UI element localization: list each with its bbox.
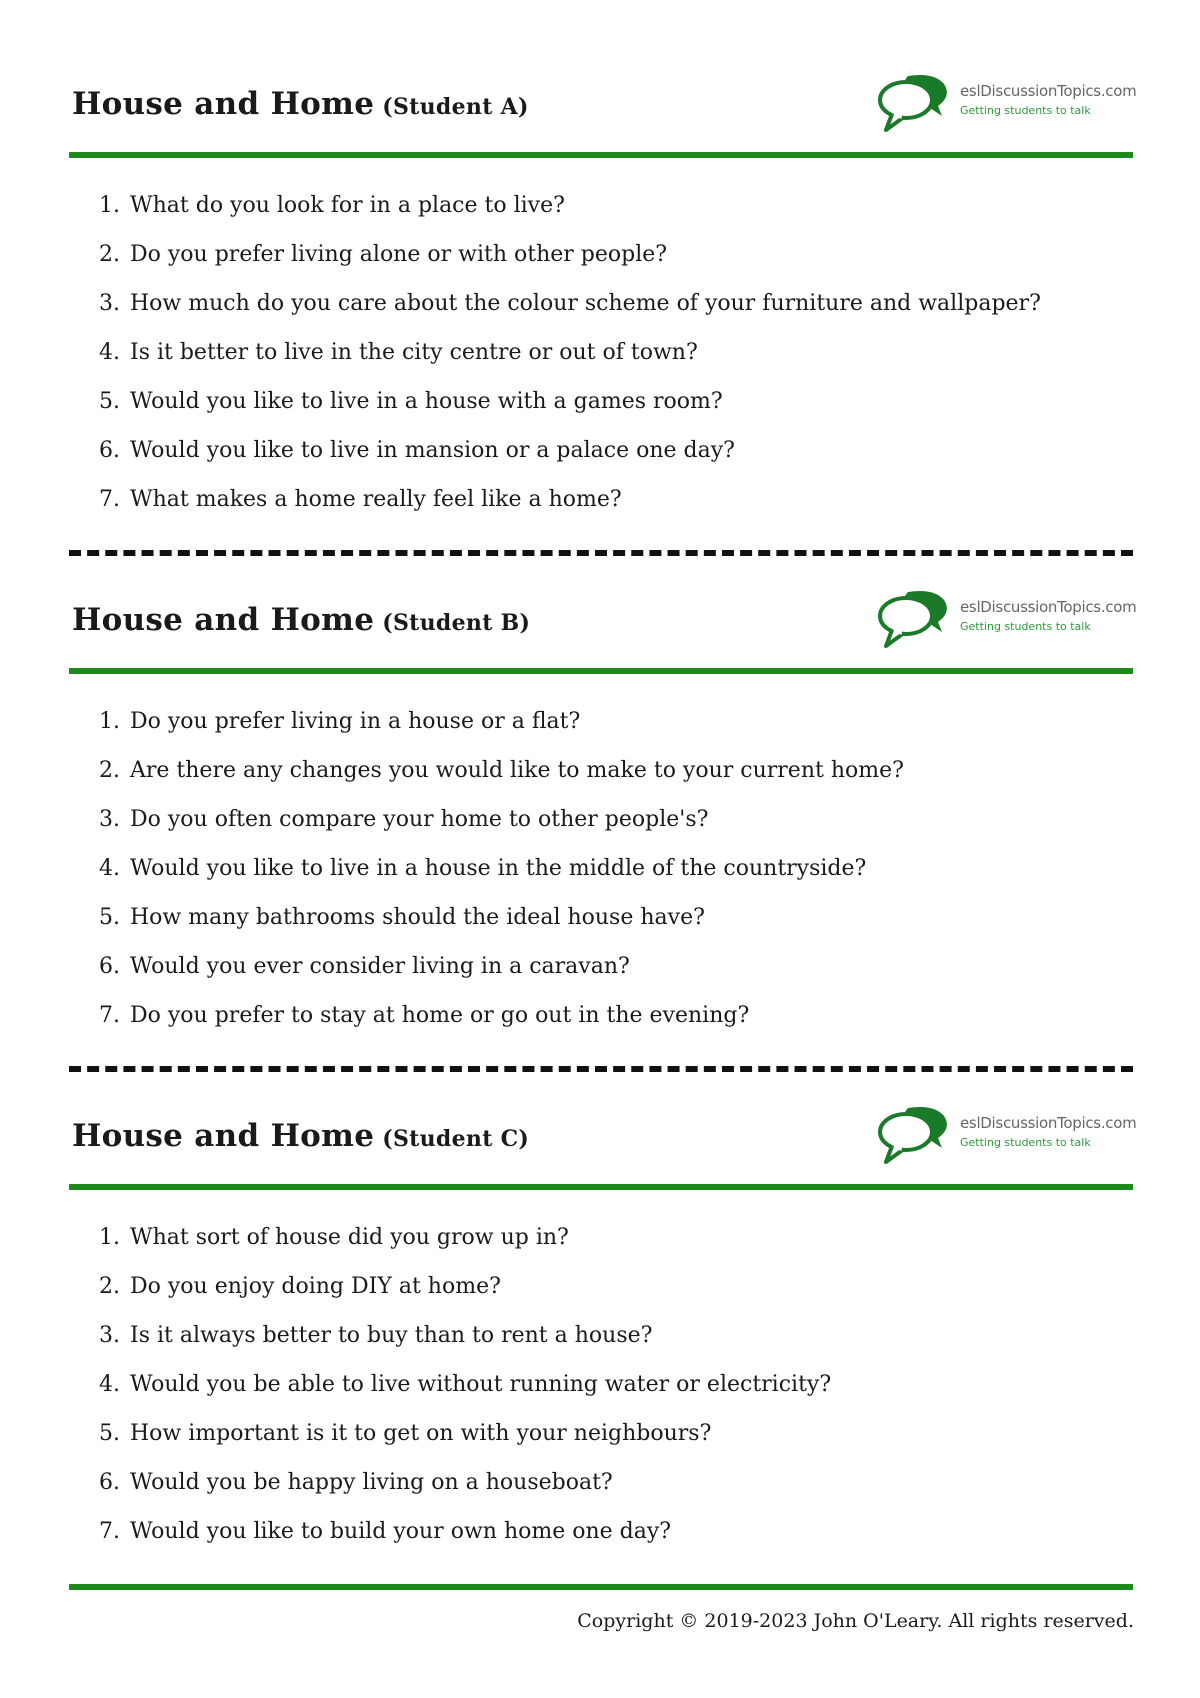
question-item: 5. Would you like to live in a house with a games room? bbox=[99, 389, 723, 414]
title-text: House and Home bbox=[72, 1118, 375, 1154]
logo-tagline: Getting students to talk bbox=[960, 620, 1091, 633]
footer-divider bbox=[69, 1584, 1133, 1590]
question-list bbox=[80, 186, 1041, 529]
question-item: 3. Do you often compare your home to other people's? bbox=[99, 807, 709, 832]
question-item: 7. Do you prefer to stay at home or go out in the evening? bbox=[99, 1003, 750, 1028]
logo-site-name: eslDiscussionTopics.com bbox=[960, 82, 1137, 100]
section-title bbox=[72, 86, 529, 122]
site-logo bbox=[876, 586, 1136, 652]
logo-site-name: eslDiscussionTopics.com bbox=[960, 598, 1137, 616]
section-title bbox=[72, 602, 530, 638]
question-item: 4. Would you be able to live without running water or electricity? bbox=[99, 1372, 832, 1397]
section-divider bbox=[69, 668, 1133, 674]
site-logo bbox=[876, 70, 1136, 136]
question-item: 4. Would you like to live in a house in the middle of the countryside? bbox=[99, 856, 867, 881]
logo-tagline: Getting students to talk bbox=[960, 104, 1091, 117]
question-item: 7. Would you like to build your own home one day? bbox=[99, 1519, 672, 1544]
question-item: 2. Do you prefer living alone or with other people? bbox=[99, 242, 668, 267]
question-item: 1. What sort of house did you grow up in? bbox=[99, 1225, 569, 1250]
question-item: 6. Would you like to live in mansion or a palace one day? bbox=[99, 438, 735, 463]
question-item: 7. What makes a home really feel like a home? bbox=[99, 487, 622, 512]
question-item: 5. How many bathrooms should the ideal house have? bbox=[99, 905, 705, 930]
speech-bubbles-icon bbox=[876, 70, 956, 136]
question-item: 3. Is it always better to buy than to rent a house? bbox=[99, 1323, 653, 1348]
cut-line bbox=[69, 550, 1133, 556]
section-divider bbox=[69, 1184, 1133, 1190]
speech-bubbles-icon bbox=[876, 1102, 956, 1168]
question-item: 6. Would you be happy living on a houseboat? bbox=[99, 1470, 613, 1495]
question-item: 2. Are there any changes you would like to make to your current home? bbox=[99, 758, 904, 783]
logo-site-name: eslDiscussionTopics.com bbox=[960, 1114, 1137, 1132]
site-logo bbox=[876, 1102, 1136, 1168]
copyright-notice: Copyright © 2019-2023 John O'Leary. All rights reserved. bbox=[577, 1610, 1134, 1632]
question-item: 5. How important is it to get on with your neighbours? bbox=[99, 1421, 712, 1446]
section-title bbox=[72, 1118, 529, 1154]
title-text: House and Home bbox=[72, 602, 375, 638]
student-label: (Student A) bbox=[382, 94, 529, 120]
student-label: (Student B) bbox=[382, 610, 531, 636]
question-item: 3. How much do you care about the colour scheme of your furniture and wallpaper? bbox=[99, 291, 1041, 316]
cut-line bbox=[69, 1066, 1133, 1072]
question-item: 1. What do you look for in a place to live? bbox=[99, 193, 565, 218]
speech-bubbles-icon bbox=[876, 586, 956, 652]
question-item: 1. Do you prefer living in a house or a flat? bbox=[99, 709, 581, 734]
question-item: 6. Would you ever consider living in a caravan? bbox=[99, 954, 630, 979]
title-text: House and Home bbox=[72, 86, 375, 122]
question-item: 4. Is it better to live in the city centre or out of town? bbox=[99, 340, 698, 365]
question-item: 2. Do you enjoy doing DIY at home? bbox=[99, 1274, 501, 1299]
question-list bbox=[80, 702, 904, 1045]
student-label: (Student C) bbox=[382, 1126, 530, 1152]
question-list bbox=[80, 1218, 831, 1561]
section-divider bbox=[69, 152, 1133, 158]
logo-tagline: Getting students to talk bbox=[960, 1136, 1091, 1149]
